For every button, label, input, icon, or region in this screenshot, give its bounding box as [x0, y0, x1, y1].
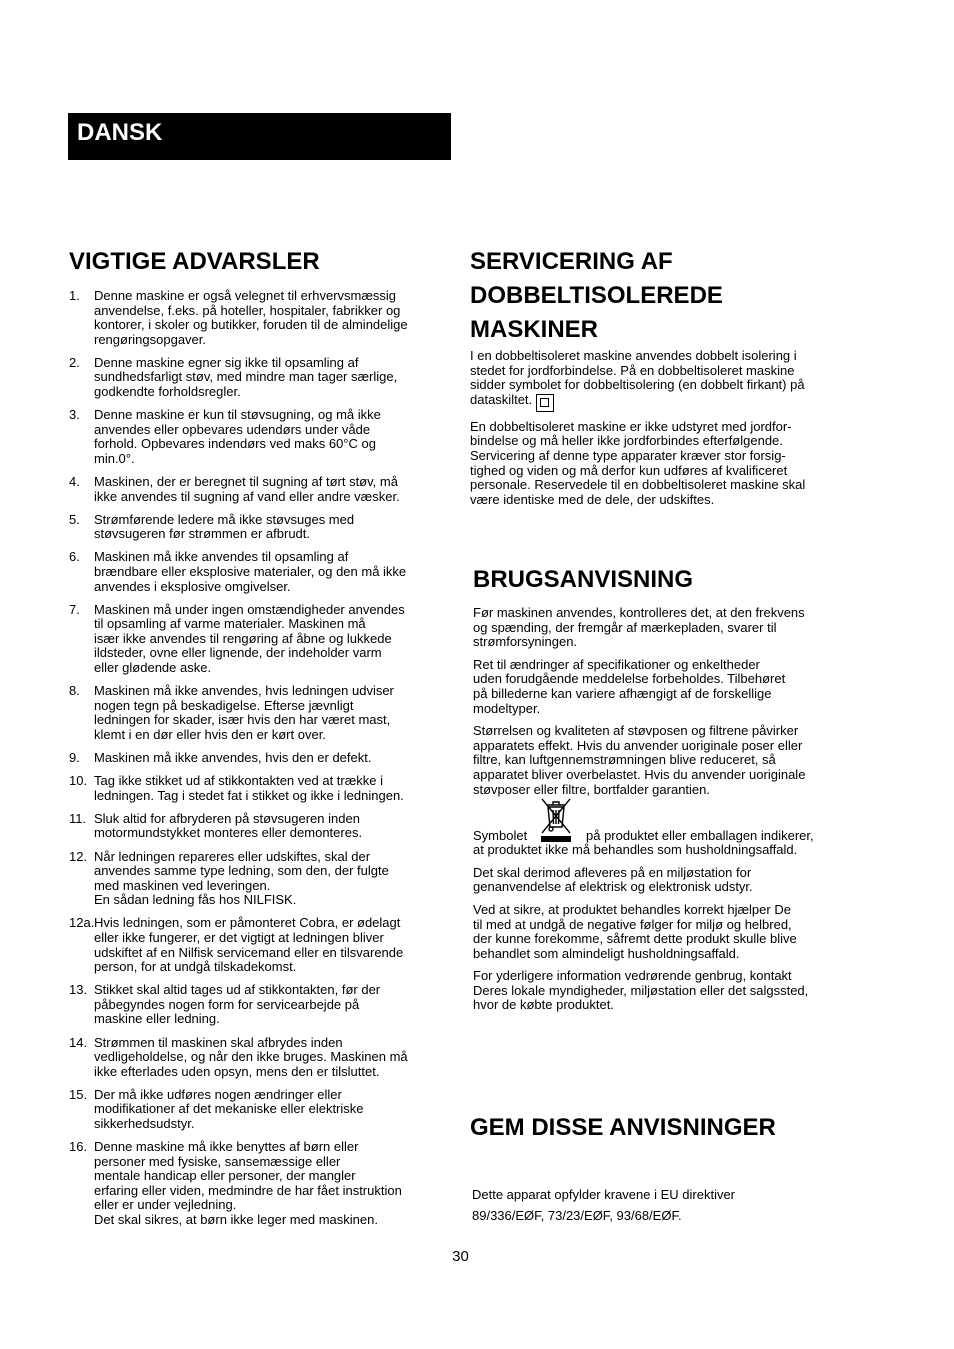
warning-item — [69, 1088, 451, 1132]
usage-paragraph-1: Før maskinen anvendes, kontrolleres det, at den frekvens og spænding, der fremgår af mærkepladen, svarer til strømforsyningen. — [473, 605, 805, 650]
warning-item — [69, 812, 451, 841]
warning-text: Stikket skal altid tages ud af stikkontakten, før der påbegyndes nogen form for servicearbejde på maskine eller ledning. — [94, 982, 381, 1027]
warning-item — [69, 983, 451, 1027]
warning-item — [69, 751, 451, 766]
warning-text: Maskinen må ikke anvendes til opsamling af brændbare eller eksplosive materialer, og den må ikke anvendes i eksplosive omgivelser. — [94, 549, 407, 594]
usage-heading: BRUGSANVISNING — [473, 566, 694, 593]
double-square-icon — [536, 394, 554, 412]
warning-item — [69, 513, 451, 542]
service-paragraph-2: En dobbeltisoleret maskine er ikke udstyret med jordfor- bindelse og må heller ikke jordforbindes efterfølgende. Servicering af denne type apparater kræver stor forsig- tighed og viden og må derfor kun udføres af kvalificeret personale. Reservedele til en dobbeltisoleret maskine skal være identiske med de dele, der udskiftes. — [470, 418, 806, 507]
service-body — [470, 349, 850, 507]
warning-item — [69, 356, 451, 400]
warning-item — [69, 475, 451, 504]
warning-item — [69, 289, 451, 347]
warning-item — [69, 1036, 451, 1080]
usage-paragraph-3: Størrelsen og kvaliteten af støvposen og filtrene påvirker apparatets effekt. Hvis du anvender uoriginale poser eller filtre, kan luftgennemstrømningen blive reduceret, så apparatet bliver overbelastet. Hvis du anvender uoriginale støvposer eller filtre, bortfalder garantien. — [473, 723, 806, 797]
warning-item — [69, 916, 451, 974]
eu-directive-text: Dette apparat opfylder kravene i EU direktiver 89/336/EØF, 73/23/EØF, 93/68/EØF. — [472, 1187, 736, 1223]
warning-number: 16. — [69, 1139, 88, 1155]
service-heading: SERVICERING AF DOBBELTISOLEREDE MASKINER — [470, 248, 723, 343]
warning-number: 7. — [69, 601, 80, 617]
warning-text: Når ledningen repareres eller udskiftes, skal der anvendes samme type ledning, som den, der fulgte med maskinen ved leveringen. En sådan ledning fås hos NILFISK. — [94, 848, 389, 908]
page-number: 30 — [452, 1248, 469, 1265]
weee-symbol-row — [473, 797, 853, 857]
keep-instructions-heading: GEM DISSE ANVISNINGER — [470, 1114, 776, 1141]
warning-number: 14. — [69, 1034, 88, 1050]
warning-number: 12a. — [69, 915, 95, 931]
warning-number: 5. — [69, 511, 80, 527]
warning-text: Maskinen må under ingen omstændigheder anvendes til opsamling af varme materialer. Maskinen må især ikke anvendes til rengøring af åbne og lukkede ildsteder, ovne eller lignende, der indeholder varm eller glødende aske. — [94, 601, 405, 676]
service-paragraph-1 — [470, 349, 850, 412]
warning-item — [69, 550, 451, 594]
usage-paragraph-4: at produktet ikke må behandles som husholdningsaffald. — [473, 842, 798, 858]
warning-item — [69, 850, 451, 908]
warning-number: 10. — [69, 773, 88, 789]
warning-text: Maskinen må ikke anvendes, hvis ledningen udviser nogen tegn på beskadigelse. Efterse jævnligt ledningen for skader, især hvis den har været mast, klemt i en dør eller hvis den er kørt over. — [94, 683, 394, 742]
warning-item — [69, 603, 451, 676]
warning-number: 11. — [69, 810, 87, 826]
service-p1-text: I en dobbeltisoleret maskine anvendes dobbelt isolering i stedet for jordforbindelse. På en dobbeltisoleret maskine sidder symbolet for dobbeltisolering (en dobbelt firkant) på dataskiltet. — [470, 348, 805, 407]
warning-number: 4. — [69, 474, 80, 490]
warning-text: Maskinen, der er beregnet til sugning af tørt støv, må ikke anvendes til sugning af vand eller andre væsker. — [94, 474, 400, 504]
warning-item — [69, 1140, 451, 1228]
warning-item — [69, 408, 451, 466]
warning-text: Hvis ledningen, som er påmonteret Cobra, er ødelagt eller ikke fungerer, er det vigtigt at ledningen bliver udskiftet af en Nilfisk servicemand eller en tilsvarende person, for at undgå tilskadekomst. — [94, 915, 404, 975]
warning-text: Tag ikke stikket ud af stikkontakten ved at trække i ledningen. Tag i stedet fat i stikket og ikke i ledningen. — [94, 773, 404, 803]
warning-text: Maskinen må ikke anvendes, hvis den er defekt. — [94, 750, 372, 766]
warning-text: Strømførende ledere må ikke støvsuges med støvsugeren før strømmen er afbrudt. — [94, 511, 355, 542]
warning-text: Denne maskine er også velegnet til erhvervsmæssig anvendelse, f.eks. på hoteller, hospitaler, fabrikker og kontorer, i skoler og butikker, foruden til de almindelige rengøringsopgaver. — [94, 288, 408, 347]
usage-paragraph-6: Ved at sikre, at produktet behandles korrekt hjælper De til med at undgå de negative følger for miljø og helbred, der kunne forekomme, såfremt dette produkt skulle blive behandlet som almindeligt husholdningsaffald. — [473, 901, 797, 961]
warning-text: Denne maskine er kun til støvsugning, og må ikke anvendes eller opbevares udendørs under våde forhold. Opbevares indendørs ved maks 60°C og min.0°. — [94, 407, 381, 466]
warning-text: Der må ikke udføres nogen ændringer eller modifikationer af det mekaniske eller elektriske sikkerhedsudstyr. — [94, 1086, 364, 1131]
warning-text: Sluk altid for afbryderen på støvsugeren inden motormundstykket monteres eller demonteres. — [94, 810, 363, 841]
warning-number: 12. — [69, 848, 88, 864]
usage-paragraph-7: For yderligere information vedrørende genbrug, kontakt Deres lokale myndigheder, miljøstation eller det salgssted, hvor de købte produktet. — [473, 968, 809, 1013]
crossed-bin-icon — [539, 797, 573, 843]
warning-item — [69, 684, 451, 742]
usage-paragraph-2: Ret til ændringer af specifikationer og enkeltheder uden forudgående meddelelse forbeholdes. Tilbehøret på billederne kan variere afhængigt af de forskellige modeltyper. — [473, 656, 786, 716]
warning-number: 2. — [69, 354, 80, 370]
warning-number: 6. — [69, 549, 80, 565]
language-banner — [68, 113, 451, 160]
symbol-label: Symbolet — [473, 828, 528, 844]
warnings-heading: VIGTIGE ADVARSLER — [69, 248, 320, 275]
usage-paragraph-5: Det skal derimod afleveres på en miljøstation for genanvendelse af elektrisk og elektronisk udstyr. — [473, 864, 753, 895]
warning-number: 8. — [69, 683, 80, 699]
warning-number: 3. — [69, 407, 80, 423]
warning-text: Denne maskine egner sig ikke til opsamling af sundhedsfarligt støv, med mindre man tager særlige, godkendte forholdsregler. — [94, 354, 398, 400]
warnings-list — [69, 289, 451, 1236]
banner-title: DANSK — [77, 119, 163, 146]
warning-text: Denne maskine må ikke benyttes af børn eller personer med fysiske, sansemæssige eller mentale handicap eller personer, der mangler erfaring eller viden, medmindre de har fået instruktion eller er under vejledning. Det skal sikres, at børn ikke leger med maskinen. — [94, 1139, 402, 1228]
warning-number: 13. — [69, 982, 88, 998]
warning-number: 15. — [69, 1086, 88, 1102]
warning-number: 1. — [69, 288, 80, 303]
warning-text: Strømmen til maskinen skal afbrydes inden vedligeholdelse, og når den ikke bruges. Maskinen må ikke efterlades uden opsyn, mens den er tilsluttet. — [94, 1034, 408, 1079]
warning-item — [69, 774, 451, 803]
warning-number: 9. — [69, 750, 80, 766]
usage-body — [473, 606, 853, 1013]
symbol-after-text: på produktet eller emballagen indikerer, — [586, 828, 814, 844]
